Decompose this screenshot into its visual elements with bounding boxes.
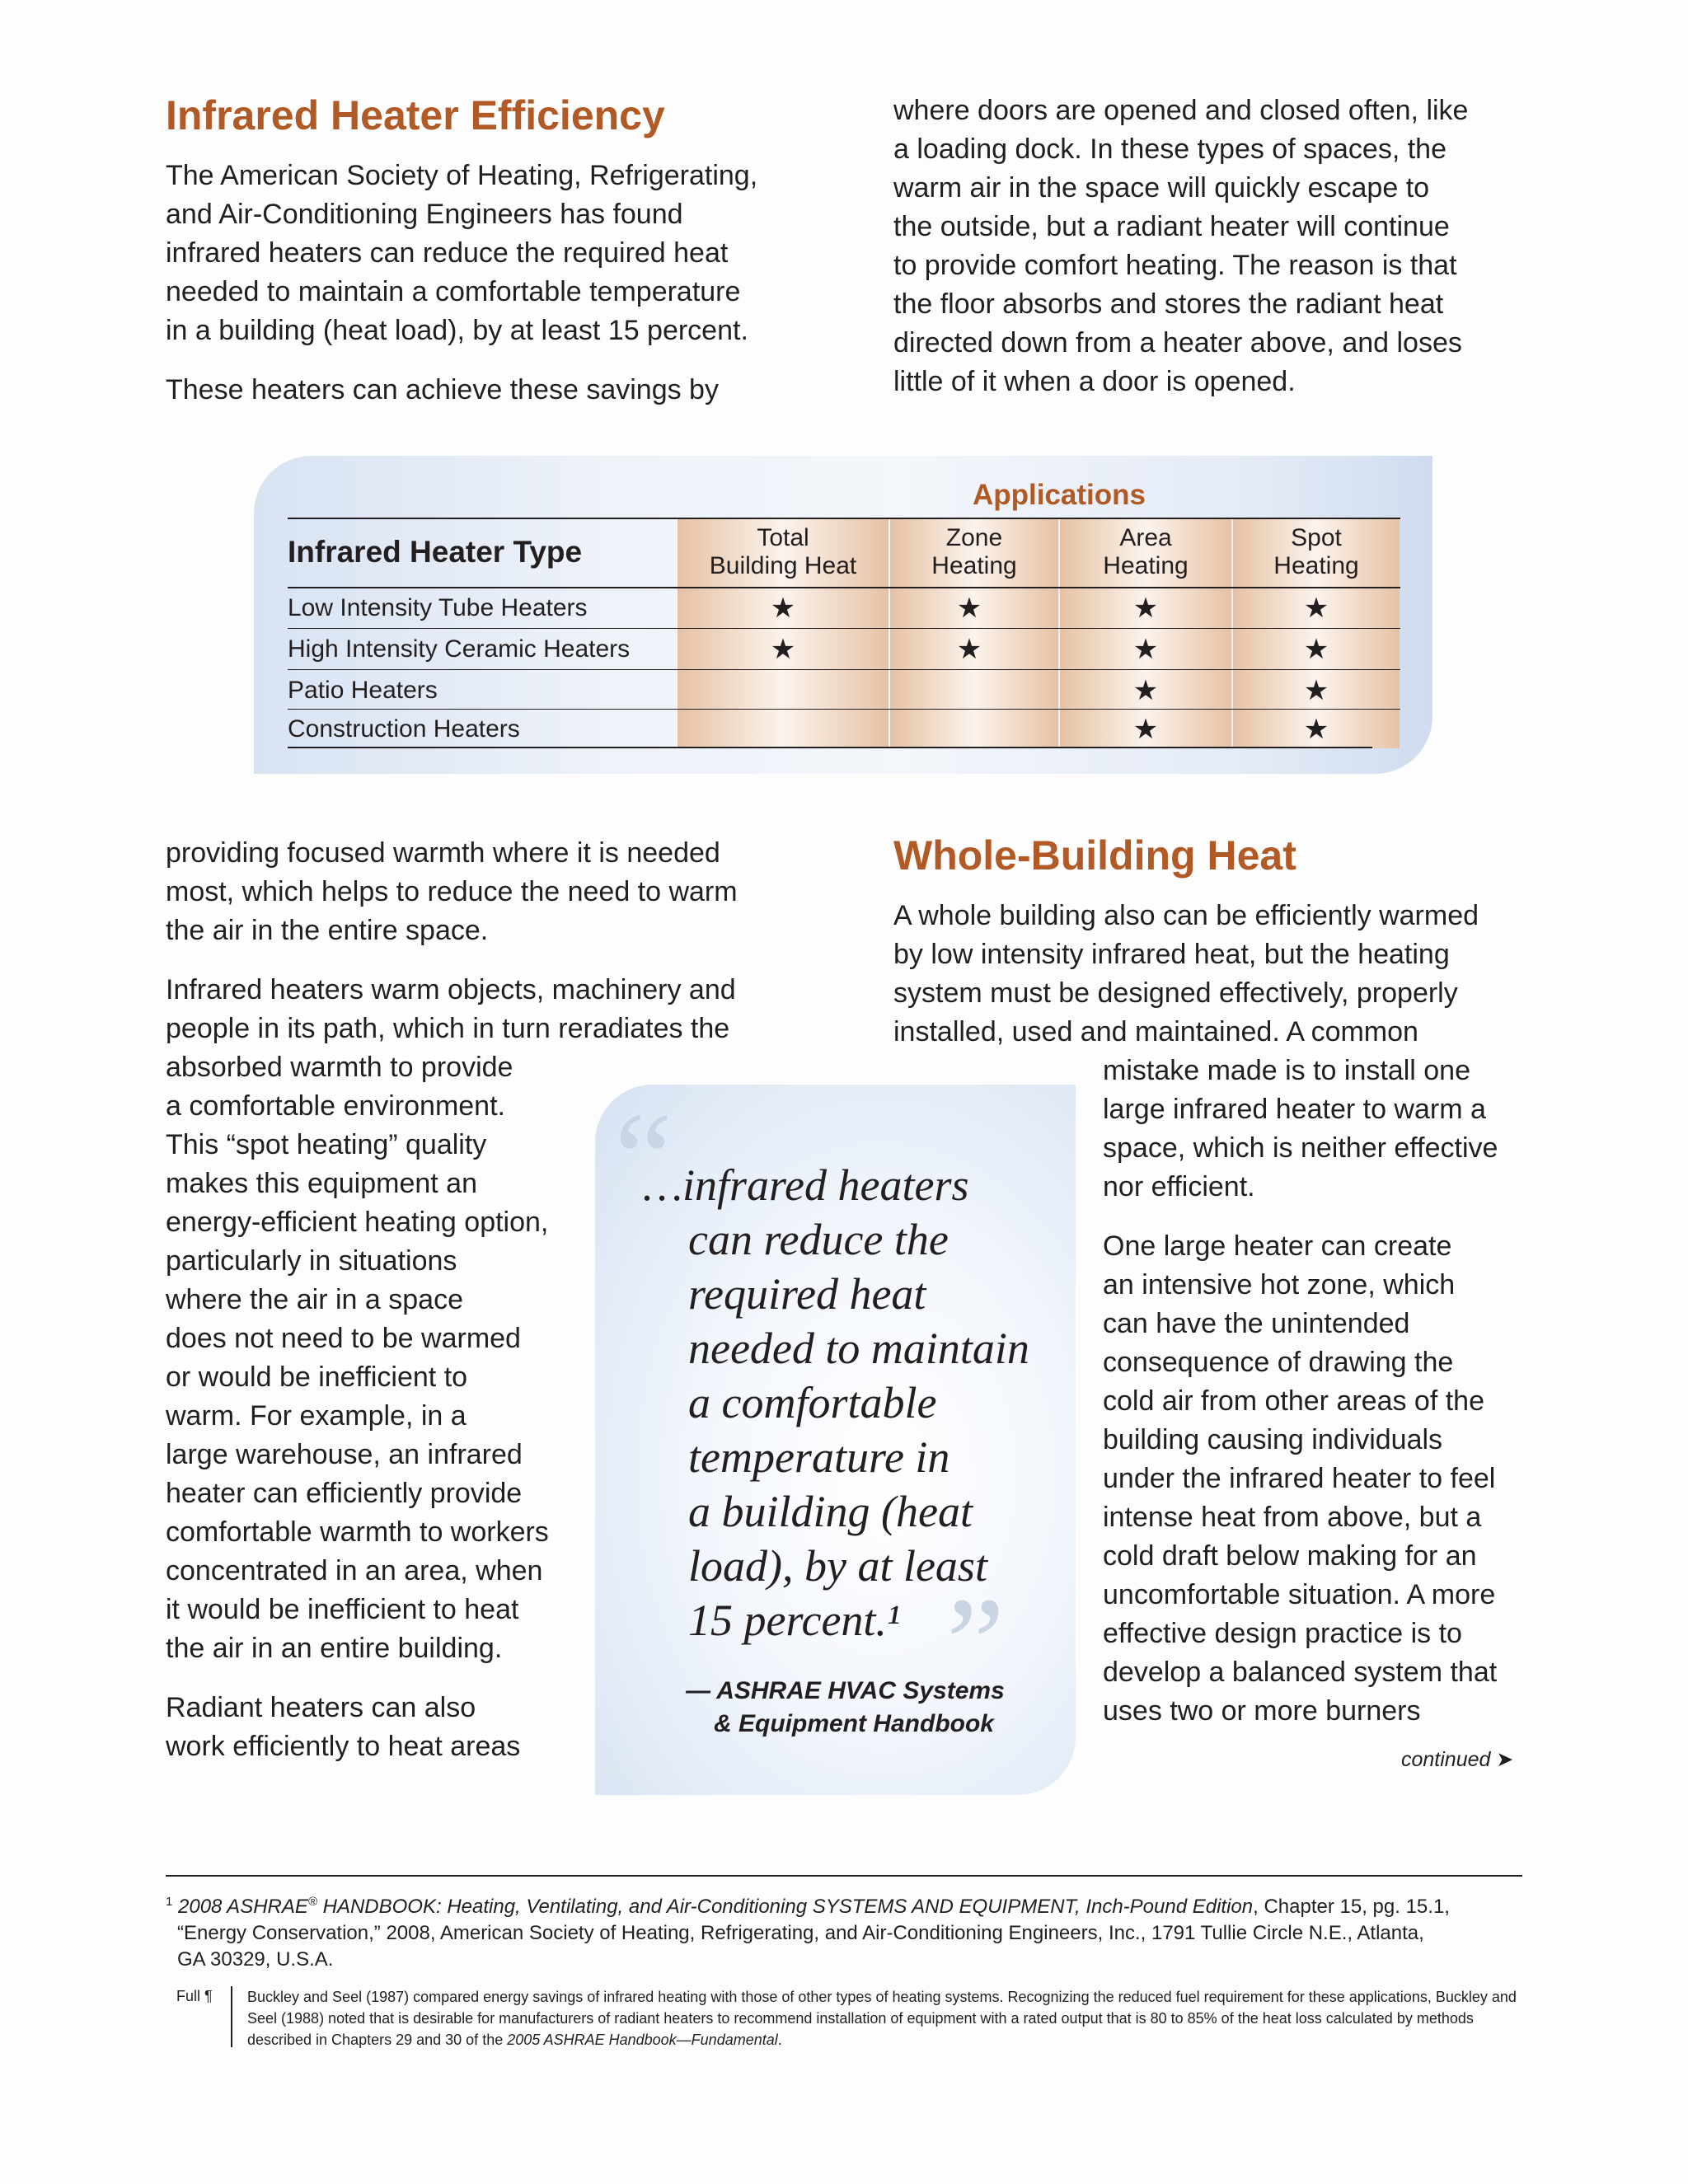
quote-line: temperature in xyxy=(688,1432,950,1482)
quote-line: required heat xyxy=(688,1269,926,1319)
text-line: uncomfortable situation. A more xyxy=(1103,1579,1496,1610)
text-line: warm. For example, in a xyxy=(166,1400,467,1432)
star-icon: ★ xyxy=(1132,674,1159,707)
quote-line: a building (heat xyxy=(688,1487,973,1536)
text-line: develop a balanced system that xyxy=(1103,1657,1498,1688)
column-header-line: Area xyxy=(1119,524,1172,551)
text-line: concentrated in an area, when xyxy=(166,1555,543,1586)
text-line: large warehouse, an infrared xyxy=(166,1439,523,1470)
full-note-end: . xyxy=(777,2032,782,2048)
text-line: the air in an entire building. xyxy=(166,1633,503,1664)
footnote-marker: 1 xyxy=(166,1895,173,1909)
continued-indicator: continued ➤ xyxy=(1401,1748,1514,1771)
footnote-line: “Energy Conservation,” 2008, American Society of Heating, Refrigerating, and Air-Conditioning Engineers, Inc., 1791 Tullie Circle N.E., Atlanta, xyxy=(177,1922,1424,1944)
text-line: The American Society of Heating, Refrigerating, xyxy=(166,160,758,191)
star-icon: ★ xyxy=(1303,713,1329,746)
quote-attribution xyxy=(686,1675,1005,1741)
hot-zone-paragraph xyxy=(1103,1227,1548,1731)
right-top-paragraph xyxy=(893,91,1536,401)
attribution-line: — ASHRAE HVAC Systems xyxy=(686,1677,1005,1704)
star-icon: ★ xyxy=(1303,592,1329,625)
text-line: cold draft below making for an xyxy=(1103,1540,1477,1572)
text-line: does not need to be warmed xyxy=(166,1323,521,1354)
table-row-label: Construction Heaters xyxy=(288,715,520,743)
full-note-italic: 2005 ASHRAE Handbook—Fundamental xyxy=(507,2032,778,2048)
text-line: mistake made is to install one xyxy=(1103,1055,1470,1086)
full-paragraph-label: Full ¶ xyxy=(176,1988,213,2004)
column-header-line: Heating xyxy=(1273,552,1359,579)
table-row-label: Patio Heaters xyxy=(288,677,438,704)
quote-line: a comfortable xyxy=(688,1378,937,1427)
table-rule-header xyxy=(288,587,1400,588)
table-rule-bottom xyxy=(288,747,1372,748)
star-icon: ★ xyxy=(770,633,796,666)
text-line: installed, used and maintained. A common xyxy=(893,1016,1418,1047)
star-icon: ★ xyxy=(956,592,982,625)
star-icon: ★ xyxy=(1132,592,1159,625)
text-line: These heaters can achieve these savings by xyxy=(166,374,719,405)
text-line: One large heater can create xyxy=(1103,1230,1452,1262)
table-row-label: High Intensity Ceramic Heaters xyxy=(288,635,631,663)
footnote-line xyxy=(166,1889,1526,1920)
text-line: absorbed warmth to provide xyxy=(166,1052,513,1083)
text-line: uses two or more burners xyxy=(1103,1695,1421,1727)
text-line: space, which is neither effective xyxy=(1103,1132,1498,1164)
table-rule-top xyxy=(288,518,1400,519)
column-header-line: Spot xyxy=(1291,524,1342,551)
text-line: where the air in a space xyxy=(166,1284,463,1315)
text-line: large infrared heater to warm a xyxy=(1103,1094,1486,1125)
text-line: Radiant heaters can also xyxy=(166,1692,476,1723)
text-line: infrared heaters can reduce the required heat xyxy=(166,237,729,269)
text-line: and Air-Conditioning Engineers has found xyxy=(166,199,683,230)
table-rule-row xyxy=(288,709,1400,710)
footnote-divider xyxy=(166,1875,1522,1877)
attribution-line: & Equipment Handbook xyxy=(714,1710,994,1737)
text-line: particularly in situations xyxy=(166,1245,457,1277)
text-line: system must be designed effectively, properly xyxy=(893,977,1458,1009)
text-line: little of it when a door is opened. xyxy=(893,366,1296,397)
star-icon: ★ xyxy=(1132,633,1159,666)
column-header-area-heating xyxy=(1060,524,1231,580)
open-quote-mark: “ xyxy=(614,1085,673,1231)
footnote-title-part: 2008 ASHRAE xyxy=(178,1896,308,1918)
column-header-line: Building Heat xyxy=(709,552,857,579)
pull-quote-text xyxy=(643,1158,1029,1647)
text-line: nor efficient. xyxy=(1103,1171,1255,1202)
footnote-1 xyxy=(166,1889,1526,1973)
text-line: comfortable warmth to workers xyxy=(166,1516,549,1548)
text-line: This “spot heating” quality xyxy=(166,1129,487,1160)
text-line: makes this equipment an xyxy=(166,1168,477,1199)
focused-warmth-paragraph xyxy=(166,834,776,950)
column-header-spot-heating xyxy=(1233,524,1400,580)
text-line: can have the unintended xyxy=(1103,1308,1410,1339)
quote-line: load), by at least xyxy=(688,1541,987,1591)
star-icon: ★ xyxy=(1303,674,1329,707)
star-icon: ★ xyxy=(1132,713,1159,746)
star-icon: ★ xyxy=(1303,633,1329,666)
text-line: an intensive hot zone, which xyxy=(1103,1269,1456,1301)
footnote-line: GA 30329, U.S.A. xyxy=(177,1948,334,1971)
text-line: people in its path, which in turn reradiates the xyxy=(166,1013,730,1044)
column-header-line: Heating xyxy=(931,552,1017,579)
text-line: directed down from a heater above, and loses xyxy=(893,327,1462,359)
table-rule-row xyxy=(288,669,1400,670)
text-line: the outside, but a radiant heater will continue xyxy=(893,211,1450,242)
mistake-paragraph xyxy=(1103,1052,1548,1207)
text-line: needed to maintain a comfortable temperature xyxy=(166,276,741,307)
applications-header: Applications xyxy=(972,479,1146,511)
text-line: Infrared heaters warm objects, machinery and xyxy=(166,974,736,1005)
text-line: A whole building also can be efficiently warmed xyxy=(893,900,1479,931)
text-line: in a building (heat load), by at least 15 percent. xyxy=(166,315,748,346)
text-line: consequence of drawing the xyxy=(1103,1347,1454,1378)
column-header-total-building-heat xyxy=(678,524,889,580)
text-line: most, which helps to reduce the need to warm xyxy=(166,876,738,907)
text-line: warm air in the space will quickly escape to xyxy=(893,172,1430,204)
whole-building-narrow-column xyxy=(1103,1052,1548,1751)
text-line: it would be inefficient to heat xyxy=(166,1594,519,1625)
column-header-line: Heating xyxy=(1103,552,1189,579)
whole-building-intro xyxy=(893,897,1536,1052)
text-line: energy-efficient heating option, xyxy=(166,1207,549,1238)
text-line: a loading dock. In these types of spaces, the xyxy=(893,134,1447,165)
full-paragraph-bar xyxy=(231,1986,232,2047)
text-line: to provide comfort heating. The reason is that xyxy=(893,250,1457,281)
text-line: providing focused warmth where it is needed xyxy=(166,837,720,869)
table-rule-row xyxy=(288,628,1400,629)
footnote-title xyxy=(178,1896,1253,1918)
text-line: building causing individuals xyxy=(1103,1424,1443,1455)
heater-type-header: Infrared Heater Type xyxy=(288,535,583,569)
table-row-label: Low Intensity Tube Heaters xyxy=(288,594,588,621)
intro-text xyxy=(166,157,792,430)
savings-paragraph xyxy=(166,371,792,410)
quote-line: 15 percent.¹ xyxy=(688,1596,901,1645)
full-paragraph-note xyxy=(247,1986,1521,2050)
star-icon: ★ xyxy=(956,633,982,666)
text-line: cold air from other areas of the xyxy=(1103,1385,1485,1417)
quote-line: can reduce the xyxy=(688,1215,949,1264)
text-line: intense heat from above, but a xyxy=(1103,1502,1482,1533)
text-line: a comfortable environment. xyxy=(166,1090,505,1122)
text-line: or would be inefficient to xyxy=(166,1361,468,1393)
section-heading-efficiency: Infrared Heater Efficiency xyxy=(166,92,665,138)
quote-line: needed to maintain xyxy=(688,1324,1029,1373)
text-line: the floor absorbs and stores the radiant heat xyxy=(893,288,1444,320)
text-line: work efficiently to heat areas xyxy=(166,1731,521,1762)
text-line: the air in the entire space. xyxy=(166,915,489,946)
text-line: heater can efficiently provide xyxy=(166,1478,523,1509)
footnote-title-part: HANDBOOK: Heating, Ventilating, and Air-Conditioning SYSTEMS AND EQUIPMENT, Inch-Pound Edition xyxy=(316,1896,1254,1918)
text-line: under the infrared heater to feel xyxy=(1103,1463,1496,1494)
intro-paragraph xyxy=(166,157,792,350)
star-icon: ★ xyxy=(770,592,796,625)
registered-mark: ® xyxy=(307,1895,317,1909)
text-line: effective design practice is to xyxy=(1103,1618,1462,1649)
close-quote-mark: ” xyxy=(946,1570,1006,1717)
footnote-text: , Chapter 15, pg. 15.1, xyxy=(1253,1896,1450,1918)
column-header-line: Total xyxy=(757,524,809,551)
column-header-zone-heating xyxy=(890,524,1058,580)
text-line: where doors are opened and closed often, like xyxy=(893,95,1469,126)
full-note-text: Buckley and Seel (1987) compared energy savings of infrared heating with those of other types of heating systems. Recognizing the reduced fuel requirement for these applications, Buckley and Seel (1988) noted that is desirable for manufacturers of radiant heaters to recommend installation of equipment with a rated output that is 80 to 85% of the heat loss calculated by methods described in Chapters 29 and 30 of the xyxy=(247,1989,1517,2048)
section-heading-whole-building: Whole-Building Heat xyxy=(893,832,1296,879)
quote-line: …infrared heaters xyxy=(643,1160,969,1210)
text-line: by low intensity infrared heat, but the heating xyxy=(893,939,1450,970)
column-header-line: Zone xyxy=(945,524,1003,551)
